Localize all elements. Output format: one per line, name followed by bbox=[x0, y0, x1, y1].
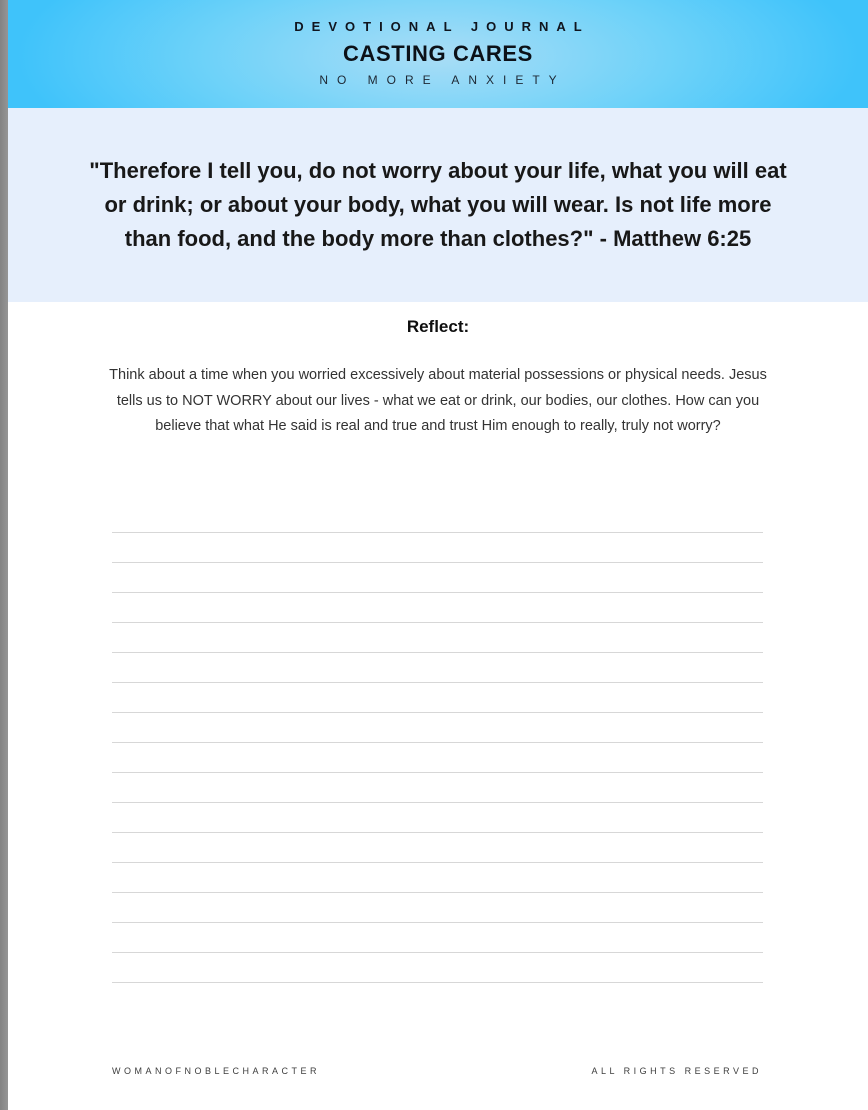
header-banner bbox=[8, 0, 868, 108]
journal-line bbox=[112, 802, 763, 832]
journal-line bbox=[112, 592, 763, 622]
journal-line bbox=[112, 532, 763, 562]
scripture-quote-text: "Therefore I tell you, do not worry about your life, what you will eat or drink; or about your body, what you will wear. Is not life more than food, and the body more than clothes?" - Matthew 6:25 bbox=[89, 158, 787, 251]
journal-line bbox=[112, 892, 763, 922]
journal-line bbox=[112, 982, 763, 1012]
journal-line bbox=[112, 772, 763, 802]
footer bbox=[112, 1066, 762, 1076]
reflect-prompt-text: Think about a time when you worried excessively about material possessions or physical needs. Jesus tells us to NOT WORRY about our lives - what we eat or drink, our bodies, our clothes. How can you believe that what He said is real and true and trust Him enough to really, truly not worry? bbox=[109, 367, 767, 435]
scripture-quote-band bbox=[8, 108, 868, 302]
journal-line bbox=[112, 922, 763, 952]
journal-line bbox=[112, 742, 763, 772]
journal-lines bbox=[112, 532, 763, 1012]
journal-line bbox=[112, 832, 763, 862]
footer-rights-text: ALL RIGHTS RESERVED bbox=[591, 1066, 762, 1076]
page-edge-strip bbox=[0, 0, 8, 1110]
journal-line bbox=[112, 862, 763, 892]
journal-line bbox=[112, 682, 763, 712]
header-kicker: DEVOTIONAL JOURNAL bbox=[294, 19, 590, 34]
header-subtitle: NO MORE ANXIETY bbox=[319, 73, 566, 87]
journal-line bbox=[112, 622, 763, 652]
journal-line bbox=[112, 652, 763, 682]
journal-line bbox=[112, 562, 763, 592]
journal-line bbox=[112, 952, 763, 982]
journal-page bbox=[8, 0, 868, 1110]
footer-brand-text: WOMANOFNOBLECHARACTER bbox=[112, 1066, 321, 1076]
journal-line bbox=[112, 712, 763, 742]
reflect-heading: Reflect: bbox=[406, 317, 470, 336]
page-title: CASTING CARES bbox=[343, 41, 533, 66]
